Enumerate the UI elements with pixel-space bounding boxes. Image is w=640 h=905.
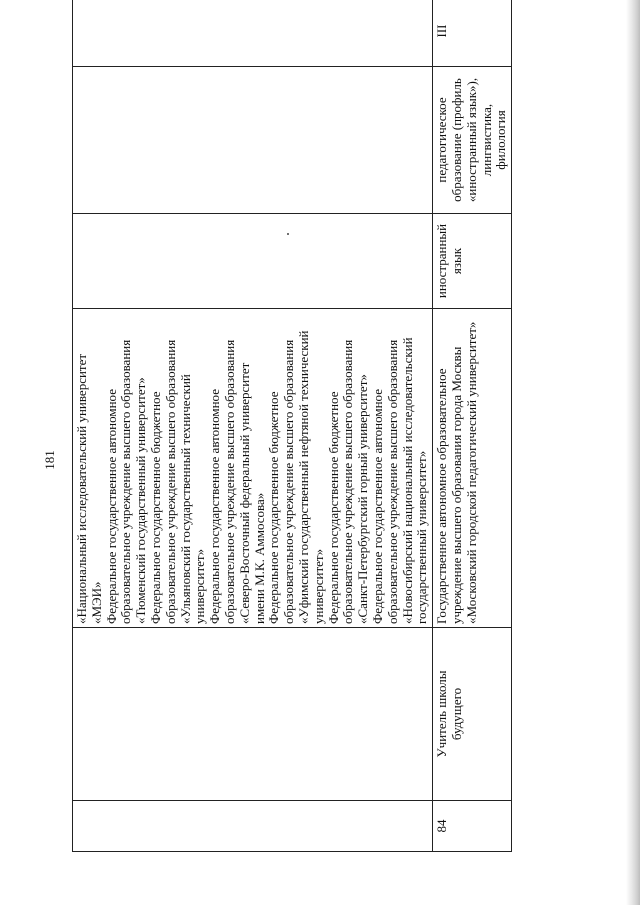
subject-line: иностранный: [434, 223, 450, 299]
university-line: образовательное учреждение высшего образования: [221, 339, 237, 624]
university-line: учреждение высшего образования города Москвы: [448, 346, 464, 624]
university-line: Федеральное государственное автономное: [103, 389, 119, 624]
cell-name-empty: [73, 628, 433, 801]
university-line: «Северо-Восточный федеральный университет: [236, 362, 252, 624]
university-line: образовательное учреждение высшего образования: [384, 339, 400, 624]
table-row-84: [433, 0, 512, 852]
university-line: «Санкт-Петербургский горный университет»: [355, 374, 371, 624]
page-number: [40, 442, 60, 478]
university-line: Федеральное государственное бюджетное: [147, 391, 163, 624]
profile-line: лингвистика,: [478, 103, 494, 177]
cell-profile-empty: [73, 67, 433, 214]
profile-line: «иностранный язык»),: [463, 77, 479, 203]
university-line: университет»: [310, 548, 326, 624]
profile-line: педагогическое: [434, 97, 450, 183]
subject-line: язык: [448, 247, 464, 275]
university-line: государственный университет»: [414, 450, 430, 624]
university-line: Федеральное государственное автономное: [369, 389, 385, 624]
profile-line: образование (профиль: [448, 78, 464, 202]
university-line: Государственное автономное образовательное: [434, 368, 450, 624]
university-line: образовательное учреждение высшего образования: [118, 339, 134, 624]
university-line: образовательное учреждение высшего образования: [340, 339, 356, 624]
university-line: образовательное учреждение высшего образования: [281, 339, 297, 624]
cell-olympiad-name: [433, 628, 512, 801]
university-line: Федеральное государственное бюджетное: [266, 391, 282, 624]
cell-number: [433, 801, 512, 852]
university-line: «Московский городской педагогический университет»: [463, 321, 479, 624]
page-number-text: 181: [42, 450, 57, 470]
cell-subject-empty: [73, 214, 433, 309]
cell-profile: [433, 67, 512, 214]
university-line: «Национальный исследовательский университет: [74, 353, 89, 624]
cell-level: [433, 0, 512, 67]
university-line: университет»: [192, 548, 208, 624]
olympiad-name-line: Учитель школы: [434, 670, 450, 758]
cell-universities-continued: [73, 309, 433, 628]
profile-line: филология: [493, 110, 509, 170]
university-line: образовательное учреждение высшего образования: [162, 339, 178, 624]
cell-number-empty: [73, 801, 433, 852]
olympiad-name-line: будущего: [448, 687, 464, 741]
university-line: имени М.К. Аммосова»: [251, 492, 267, 624]
university-line: «Новосибирский национальный исследовательский: [399, 337, 415, 624]
university-line: «Уфимский государственный нефтяной технический: [295, 330, 311, 624]
university-line: Федеральное государственное автономное: [207, 389, 223, 624]
university-line: «МЭИ»: [88, 581, 104, 624]
table-row-continued: [73, 0, 433, 852]
cell-subject: [433, 214, 512, 309]
row-number: 84: [434, 819, 450, 833]
cell-level-empty: [73, 0, 433, 67]
cell-universities: [433, 309, 512, 628]
olympiad-table: [72, 0, 512, 852]
university-line: «Ульяновский государственный технический: [177, 374, 193, 624]
university-line: «Тюменский государственный университет»: [133, 377, 149, 624]
rotated-table-page: [72, 24, 509, 852]
university-line: Федеральное государственное бюджетное: [325, 391, 341, 624]
level-value: III: [434, 24, 450, 38]
scan-edge: [626, 0, 640, 905]
